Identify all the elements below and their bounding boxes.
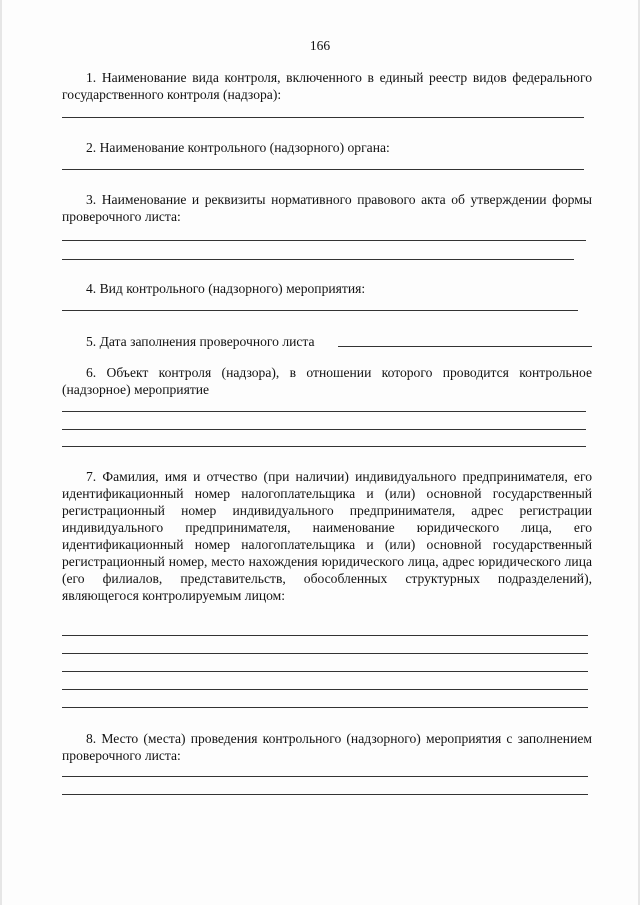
item-7-fill-line-1[interactable] [62,635,588,636]
item-5-text: 5. Дата заполнения проверочного листа [86,334,315,349]
item-4-text: 4. Вид контрольного (надзорного) мероприятия: [86,281,366,296]
left-page-edge [0,0,2,905]
item-5-fill-line[interactable] [338,346,592,347]
item-1-fill-line[interactable] [62,117,584,118]
item-8-fill-line-2[interactable] [62,794,588,795]
item-7-fill-line-5[interactable] [62,707,588,708]
item-8-fill-line-1[interactable] [62,776,588,777]
item-7-fill-line-4[interactable] [62,689,588,690]
item-1-text: 1. Наименование вида контроля, включенного в единый реестр видов федерального государственного контроля (надзора): [62,70,592,102]
item-7-text: 7. Фамилия, имя и отчество (при наличии) индивидуального предпринимателя, его идентификационный номер налогоплательщика и (или) основной государственный регистрационный номер индивидуального предпринимателя, адрес регистрации индивидуального предпринимателя, наименование юридического лица, его идентификационный номер налогоплательщика и (или) основной государственный регистрационный номер, место нахождения юридического лица, адрес юридического лица (его филиалов, представительств, обособленных структурных подразделений), являющегося контролируемым лицом: [62,469,592,603]
item-7-fill-line-2[interactable] [62,653,588,654]
item-8-text: 8. Место (места) проведения контрольного (надзорного) мероприятия с заполнением проверочного листа: [62,731,592,763]
item-6-text: 6. Объект контроля (надзора), в отношении которого проводится контрольное (надзорное) мероприятие [62,365,592,397]
item-2-text: 2. Наименование контрольного (надзорного) органа: [86,140,390,155]
item-3-fill-line-2[interactable] [62,259,574,260]
item-6-fill-line-1[interactable] [62,411,586,412]
item-4-fill-line[interactable] [62,310,578,311]
item-6-fill-line-3[interactable] [62,446,586,447]
item-7-fill-line-3[interactable] [62,671,588,672]
page-number: 166 [309,38,331,53]
item-3-fill-line-1[interactable] [62,240,586,241]
item-2-fill-line[interactable] [62,169,584,170]
item-3-text: 3. Наименование и реквизиты нормативного правового акта об утверждении формы проверочного листа: [62,192,592,224]
item-6-fill-line-2[interactable] [62,429,586,430]
